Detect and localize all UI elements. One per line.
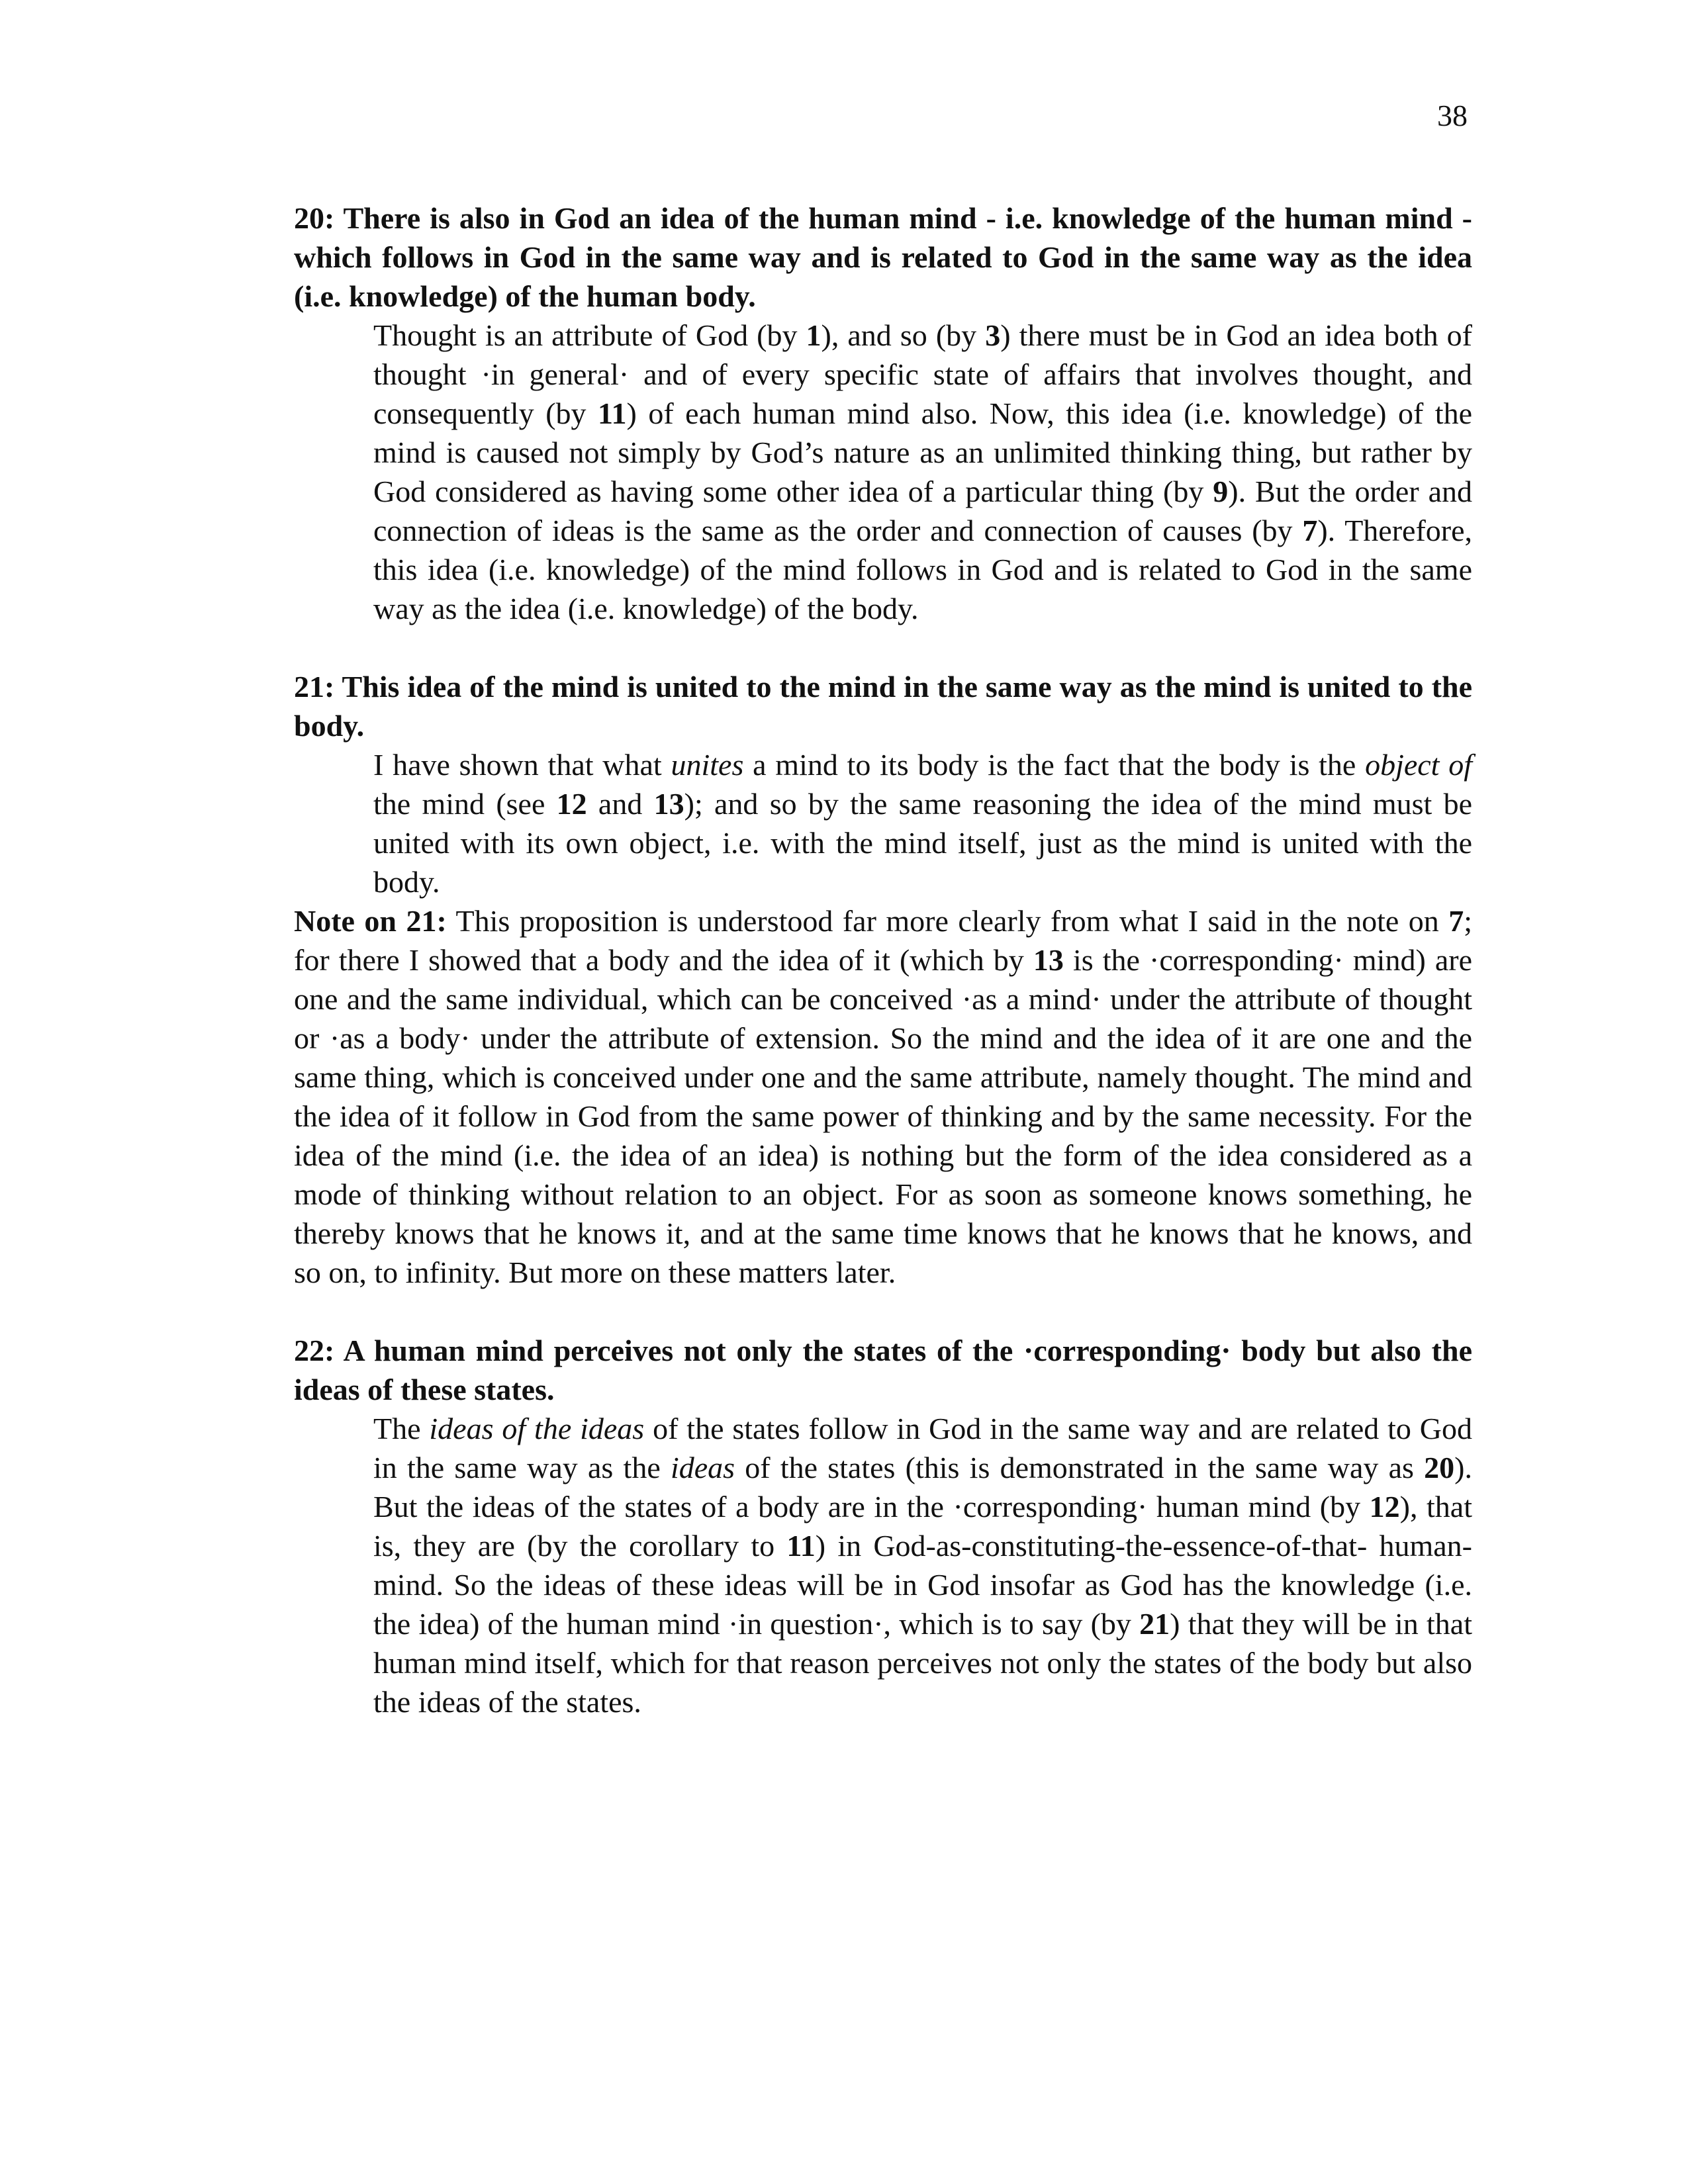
bold-reference: 11 bbox=[786, 1529, 816, 1563]
text-run: ) of each human mind also. Now, this idea (i.e. knowledge) of the mind is caused not simply by God’s nature as an unlimited thinking thing, but rather by God considered as having some other idea of a particular thing (by bbox=[373, 396, 1472, 508]
demonstration-text bbox=[373, 745, 1472, 901]
bold-reference: 13 bbox=[653, 787, 684, 821]
bold-reference: 7 bbox=[1302, 514, 1318, 547]
demonstration-text bbox=[373, 1409, 1472, 1721]
text-run: Thought is an attribute of God (by bbox=[373, 318, 806, 352]
proposition-heading: 21: This idea of the mind is united to the mind in the same way as the mind is united to the body. bbox=[294, 670, 1472, 743]
text-run: ) in God-as-constituting-the-essence-of-that- human-mind. So the ideas of these ideas will be in God insofar as God has the knowledge (i.e. the idea) of the human mind ·in question·, which is to say (by bbox=[373, 1529, 1472, 1641]
text-run: ). But the order and connection of ideas is the same as the order and connection of causes (by bbox=[373, 475, 1472, 547]
text-run: This proposition is understood far more clearly from what I said in the note on bbox=[446, 904, 1449, 938]
italic-emphasis: ideas bbox=[670, 1451, 735, 1484]
section-gap bbox=[294, 628, 1472, 667]
text-run: is the ·corresponding· mind) are one and the same individual, which can be conceived ·as a mind· under the attribute of thought or ·as a body· under the attribute of extension. So the mind and the idea of it are one and the same thing, which is conceived under one and the same attribute, namely thought. The mind and the idea of it follow in God from the same power of thinking and by the same necessity. For the idea of the mind (i.e. the idea of an idea) is nothing but the form of the idea considered as a mode of thinking without relation to an object. For as soon as someone knows something, he thereby knows that he knows it, and at the same time knows that he knows that he knows, and so on, to infinity. But more on these matters later. bbox=[294, 943, 1473, 1289]
bold-reference: 20 bbox=[1424, 1451, 1455, 1484]
proposition-22 bbox=[294, 1331, 1472, 1721]
bold-reference: 9 bbox=[1213, 475, 1229, 508]
proposition-heading: 22: A human mind perceives not only the states of the ·corresponding· body but also the ideas of these states. bbox=[294, 1334, 1472, 1406]
text-run: of the states follow in God in the same way and are related to God in the same way as the bbox=[373, 1412, 1473, 1484]
bold-reference: 11 bbox=[598, 396, 627, 430]
text-run: ) that they will be in that human mind itself, which for that reason perceives not only the states of the body but also the ideas of the states. bbox=[373, 1607, 1472, 1719]
demonstration-text bbox=[373, 316, 1472, 628]
text-run: ), that is, they are (by the corollary to bbox=[373, 1490, 1472, 1563]
italic-emphasis: unites bbox=[671, 748, 744, 782]
proposition-21 bbox=[294, 667, 1472, 1292]
bold-reference: 13 bbox=[1033, 943, 1064, 977]
proposition-20 bbox=[294, 199, 1472, 628]
proposition-heading: 20: There is also in God an idea of the human mind - i.e. knowledge of the human mind - which follows in God in the same way and is related to God in the same way as the idea (i.e. knowledge) of the human body. bbox=[294, 201, 1472, 313]
text-run: and bbox=[586, 787, 654, 821]
page-number: 38 bbox=[1437, 99, 1468, 132]
bold-reference: 3 bbox=[985, 318, 1001, 352]
text-run: the mind (see bbox=[373, 787, 557, 821]
page-content bbox=[294, 199, 1472, 1721]
text-run: ) there must be in God an idea both of thought ·in general· and of every specific state of affairs that involves thought, and consequently (by bbox=[373, 318, 1472, 430]
text-run: ). But the ideas of the states of a body are in the ·corresponding· human mind (by bbox=[373, 1451, 1472, 1524]
text-run: a mind to its body is the fact that the body is the bbox=[743, 748, 1366, 782]
bold-reference: 7 bbox=[1448, 904, 1464, 938]
italic-emphasis: ideas of the ideas bbox=[429, 1412, 645, 1445]
bold-reference: 1 bbox=[806, 318, 821, 352]
text-run: The bbox=[373, 1412, 430, 1445]
text-run: ), and so (by bbox=[821, 318, 986, 352]
text-run: ; for there I showed that a body and the idea of it (which by bbox=[294, 904, 1473, 977]
text-run: I have shown that what bbox=[373, 748, 671, 782]
text-run: ). Therefore, this idea (i.e. knowledge) of the mind follows in God and is related to God in the same way as the idea (i.e. knowledge) of the body. bbox=[373, 514, 1472, 625]
bold-reference: Note on 21: bbox=[294, 904, 447, 938]
note-text bbox=[294, 901, 1472, 1292]
text-run: ); and so by the same reasoning the idea of the mind must be united with its own object, i.e. with the mind itself, just as the mind is united with the body. bbox=[373, 787, 1473, 899]
section-gap bbox=[294, 1292, 1472, 1331]
bold-reference: 12 bbox=[556, 787, 587, 821]
text-run: of the states (this is demonstrated in the same way as bbox=[735, 1451, 1425, 1484]
bold-reference: 12 bbox=[1369, 1490, 1400, 1524]
bold-reference: 21 bbox=[1139, 1607, 1170, 1641]
italic-emphasis: object of bbox=[1365, 748, 1472, 782]
